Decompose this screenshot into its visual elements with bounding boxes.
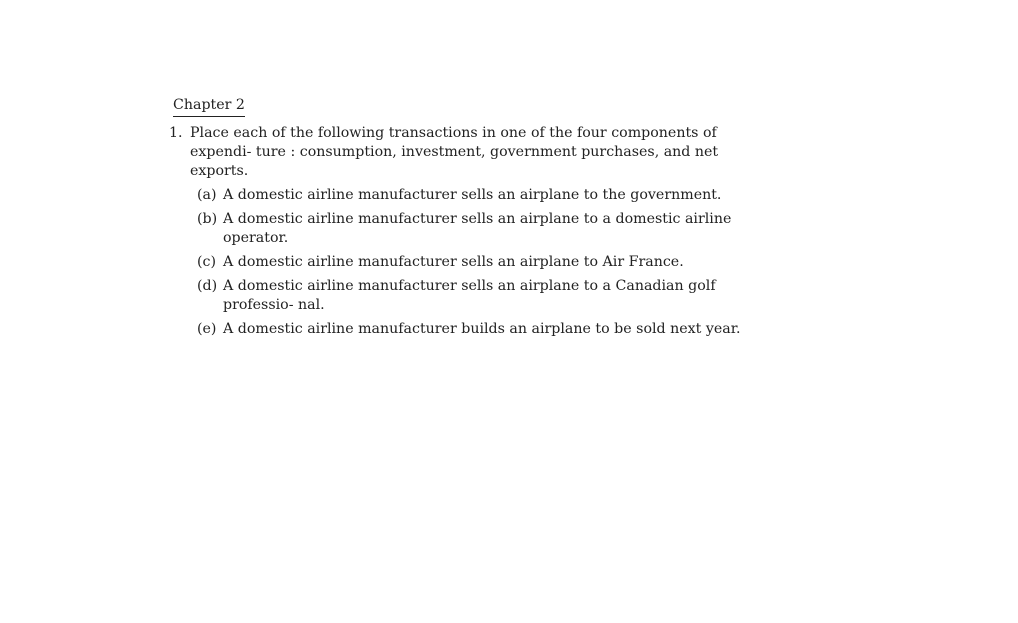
question-part-e (190, 320, 760, 339)
question-number: 1. (169, 125, 183, 141)
part-label: (b) (197, 211, 218, 227)
question-text: Place each of the following transactions in one of the four components of expendi- ture : consumption, investment, government purchases, and net exports. (190, 125, 719, 179)
part-text: A domestic airline manufacturer sells an airplane to a domestic airline operator. (223, 211, 732, 246)
part-label: (d) (197, 278, 218, 294)
part-label: (c) (197, 254, 217, 270)
part-text: A domestic airline manufacturer sells an airplane to a Canadian golf professio- nal. (223, 278, 716, 313)
question-part-a (190, 186, 760, 205)
part-text: A domestic airline manufacturer builds an airplane to be sold next year. (223, 321, 741, 337)
question-1 (169, 124, 760, 339)
question-part-d (190, 277, 760, 315)
question-part-b (190, 210, 760, 248)
question-part-c (190, 253, 760, 272)
part-text: A domestic airline manufacturer sells an airplane to Air France. (223, 254, 684, 270)
question-parts-list (190, 186, 760, 339)
part-text: A domestic airline manufacturer sells an airplane to the government. (223, 187, 722, 203)
part-label: (a) (197, 187, 217, 203)
part-label: (e) (197, 321, 217, 337)
document-body (169, 96, 769, 344)
chapter-heading: Chapter 2 (173, 96, 245, 117)
